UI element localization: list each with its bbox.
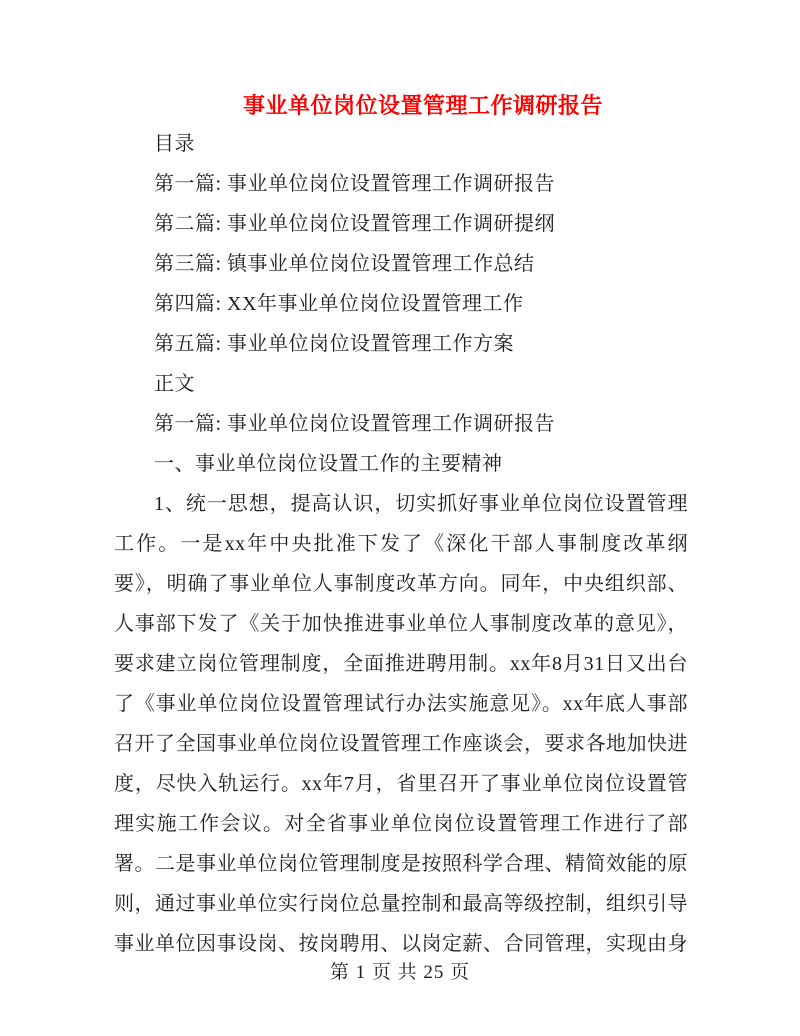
- toc-item: 第二篇: 事业单位岗位设置管理工作调研提纲: [154, 213, 556, 235]
- body-paragraph: 1、统一思想，提高认识，切实抓好事业单位岗位设置管理工作。一是xx年中央批准下发了《深化干部人事制度改革纲要》，明确了事业单位人事制度改革方向。同年，中央组织部、人事部下发了《关于加快推进事业单位人事制度改革的意见》，要求建立岗位管理制度，全面推进聘用制。xx年8月31日又出台了《事业单位岗位设置管理试行办法实施意见》。xx年底人事部召开了全国事业单位岗位设置管理工作座谈会，要求各地加快进度，尽快入轨运行。xx年7月，省里召开了事业单位岗位设置管理实施工作会议。对全省事业单位岗位设置管理工作进行了部署。二是事业单位岗位管理制度是按照科学合理、精简效能的原则，通过事业单位实行岗位总量控制和最高等级控制，组织引导事业单位因事设岗、按岗聘用、以岗定薪、合同管理，实现由身: [114, 493, 688, 955]
- document-content: [114, 0, 688, 964]
- toc-item: 第一篇: 事业单位岗位设置管理工作调研报告: [154, 173, 556, 195]
- body-section-label: 正文: [154, 373, 195, 395]
- subsection-heading: 一、事业单位岗位设置工作的主要精神: [154, 453, 503, 475]
- page-number-footer: 第 1 页 共 25 页: [329, 962, 471, 983]
- toc-item: 第五篇: 事业单位岗位设置管理工作方案: [154, 333, 515, 355]
- toc-item: 第四篇: XX年事业单位岗位设置管理工作: [154, 293, 524, 315]
- document-title: 事业单位岗位设置管理工作调研报告: [242, 93, 603, 118]
- toc-heading: 目录: [154, 133, 195, 155]
- toc-item: 第三篇: 镇事业单位岗位设置管理工作总结: [154, 253, 535, 275]
- section-heading: 第一篇: 事业单位岗位设置管理工作调研报告: [154, 413, 556, 435]
